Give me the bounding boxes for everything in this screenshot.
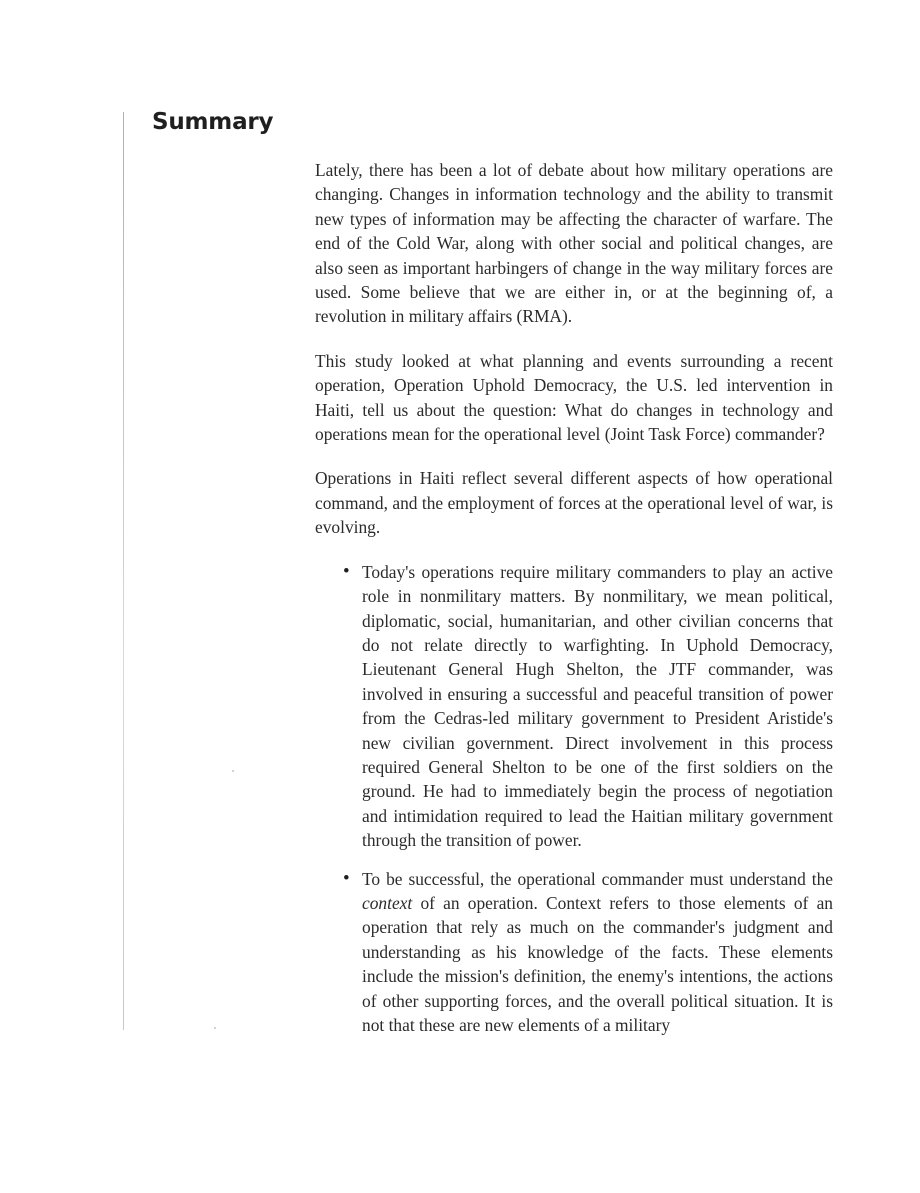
paragraph-haiti-aspects: Operations in Haiti reflect several different aspects of how operational command, and the employment of forces at the operational level of war, is evolving. xyxy=(315,468,833,538)
page-title: Summary xyxy=(152,109,274,135)
scan-speck xyxy=(214,1027,216,1029)
summary-body xyxy=(315,158,833,1051)
bullet-nonmilitary-role: Today's operations require military commanders to play an active role in nonmilitary matters. By nonmilitary, we mean political, diplomatic, social, humanitarian, and other civilian concerns that do not relate directly to warfighting. In Uphold Democracy, Lieutenant General Hugh Shelton, the JTF commander, was involved in ensuring a successful and peaceful transition of power from the Cedras-led military government to President Aristide's new civilian government. Direct involvement in this process required General Shelton to be one of the first soldiers on the ground. He had to immediately begin the process of negotiation and intimidation required to lead the Haitian military government through the transition of power. xyxy=(362,561,833,851)
margin-rule xyxy=(123,112,124,1030)
paragraph-rma-debate: Lately, there has been a lot of debate about how military operations are changing. Changes in information technology and the ability to transmit new types of information may be affecting the character of warfare. The end of the Cold War, along with other social and political changes, are also seen as important harbingers of change in the way military forces are used. Some believe that we are either in, or at the beginning of, a revolution in military affairs (RMA). xyxy=(315,160,833,327)
findings-list xyxy=(315,560,833,1038)
list-item xyxy=(362,560,833,853)
bullet-context-intro: To be successful, the operational commander must understand the xyxy=(362,868,833,889)
paragraph-study-question: This study looked at what planning and events surrounding a recent operation, Operation Uphold Democracy, the U.S. led intervention in Haiti, tell us about the question: What do changes in technology and operations mean for the operational level (Joint Task Force) commander? xyxy=(315,350,833,445)
bullet-context-rest: of an operation. Context refers to those elements of an operation that rely as much on the commander's judgment and understanding as his knowledge of the facts. These elements include the mission's definition, the enemy's intentions, the actions of other supporting forces, and the overall political situation. It is not that these are new elements of a military xyxy=(362,892,833,1035)
list-item xyxy=(362,867,833,1038)
scan-speck xyxy=(232,770,234,772)
emphasized-term-context: context xyxy=(362,892,413,913)
